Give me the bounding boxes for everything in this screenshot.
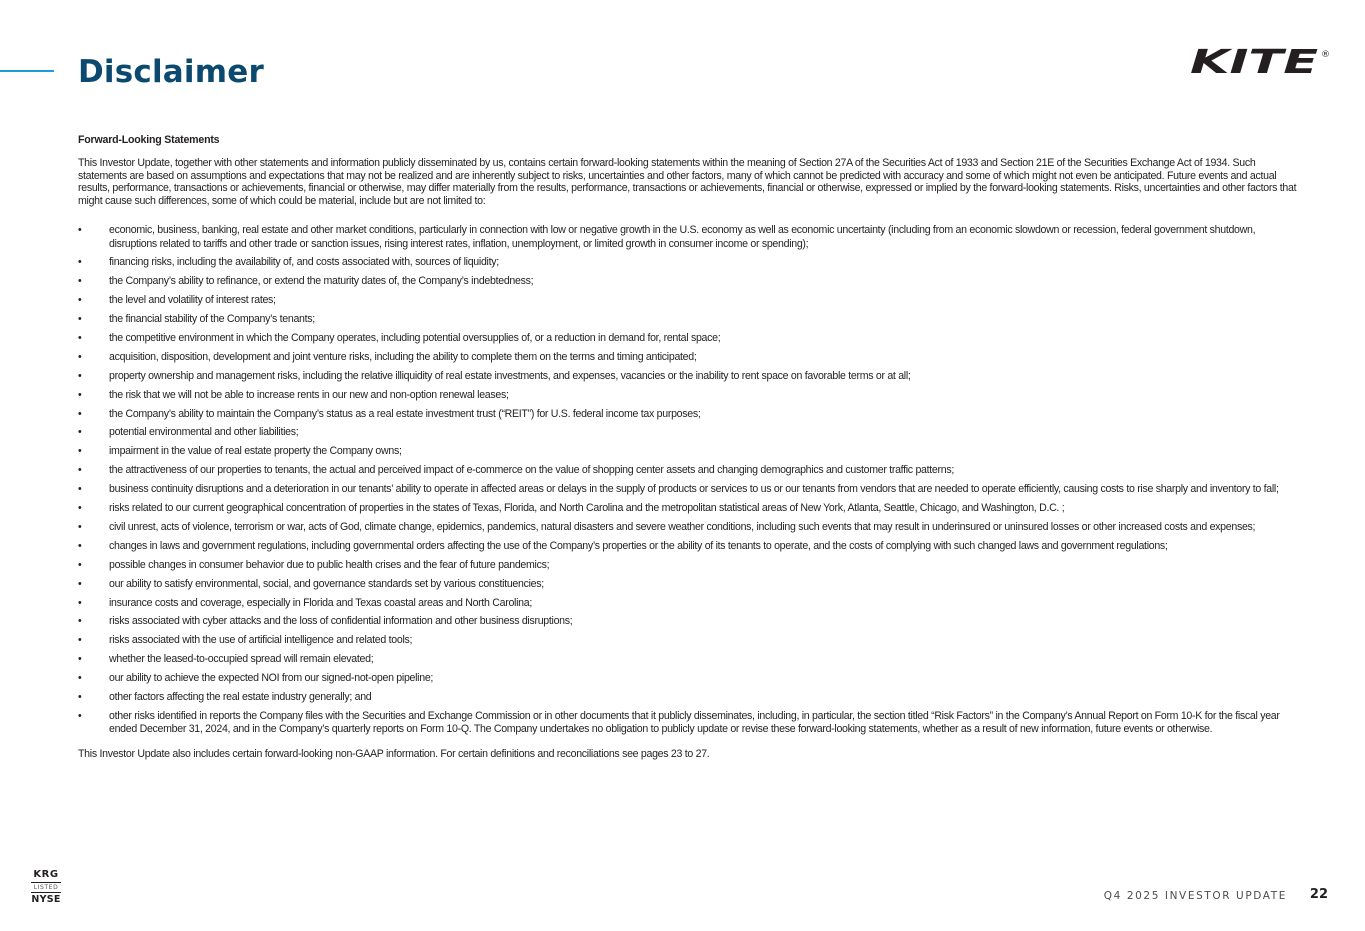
list-item-text: the financial stability of the Company’s tenants;	[109, 313, 315, 326]
list-item-text: the level and volatility of interest rates;	[109, 294, 276, 307]
list-item	[78, 540, 1300, 553]
list-item	[78, 597, 1300, 610]
title-accent-line	[0, 70, 54, 72]
list-item	[78, 502, 1300, 515]
section-subheading: Forward-Looking Statements	[78, 134, 220, 146]
list-item-text: impairment in the value of real estate property the Company owns;	[109, 445, 402, 458]
list-item	[78, 389, 1300, 402]
list-item	[78, 275, 1300, 288]
bullet-icon: •	[78, 502, 82, 515]
list-item	[78, 224, 1300, 250]
list-item	[78, 672, 1300, 685]
list-item-text: potential environmental and other liabilities;	[109, 426, 299, 439]
bullet-icon: •	[78, 558, 82, 571]
list-item-text: the attractiveness of our properties to tenants, the actual and perceived impact of e-commerce on the value of shopping center assets and changing demographics and customer traffic patterns;	[109, 464, 954, 477]
bullet-icon: •	[78, 690, 82, 703]
list-item	[78, 408, 1300, 421]
page-title: Disclaimer	[78, 54, 264, 90]
page-number: 22	[1309, 887, 1328, 902]
list-item	[78, 426, 1300, 439]
closing-paragraph: This Investor Update also includes certain forward-looking non-GAAP information. For certain definitions and reconciliations see pages 23 to 27.	[78, 748, 710, 761]
list-item-text: the Company’s ability to refinance, or extend the maturity dates of, the Company’s indebtedness;	[109, 275, 534, 288]
intro-paragraph: This Investor Update, together with other statements and information publicly disseminated by us, contains certain forward-looking statements within the meaning of Section 27A of the Securities Act of 1933 and Section 21E of the Securities Exchange Act of 1934. Such statements are based on assumptions and expectations that may not be realized and are inherently subject to risks, uncertainties and other factors, many of which cannot be predicted with accuracy and some of which might not even be anticipated. Future events and actual results, performance, transactions or achievements, financial or otherwise, may differ materially from the results, performance, transactions or achievements, financial or otherwise, expressed or implied by the forward-looking statements. Risks, uncertainties and other factors that might cause such differences, some of which could be material, include but are not limited to:	[78, 157, 1297, 207]
list-item	[78, 483, 1300, 496]
bullet-icon: •	[78, 483, 82, 496]
list-item-text: changes in laws and government regulations, including governmental orders affecting the use of the Company’s properties or the ability of its tenants to operate, and the costs of complying with such changed laws and government regulations;	[109, 539, 1168, 552]
bullet-icon: •	[78, 709, 82, 722]
list-item	[78, 294, 1300, 307]
bullet-icon: •	[78, 596, 82, 609]
list-item	[78, 445, 1300, 458]
ticker-symbol: KRG	[33, 869, 59, 880]
list-item-text: civil unrest, acts of violence, terrorism or war, acts of God, climate change, epidemics, pandemics, natural disasters and severe weather conditions, including such events that may result in underinsured or uninsured losses or other increased costs and expenses;	[109, 520, 1256, 533]
list-item	[78, 634, 1300, 647]
list-item-text: our ability to achieve the expected NOI from our signed-not-open pipeline;	[109, 672, 434, 685]
list-item-text: property ownership and management risks, including the relative illiquidity of real estate investments, and expenses, vacancies or the inability to rent space on favorable terms or at all;	[109, 369, 911, 382]
bullet-icon: •	[78, 388, 82, 401]
list-item	[78, 653, 1300, 666]
list-item-text: insurance costs and coverage, especially in Florida and Texas coastal areas and North Carolina;	[109, 596, 532, 609]
list-item	[78, 615, 1300, 628]
list-item-text: acquisition, disposition, development and joint venture risks, including the ability to complete them on the terms and timing anticipated;	[109, 350, 697, 363]
bullet-icon: •	[78, 275, 82, 288]
list-item-text: risks associated with cyber attacks and the loss of confidential information and other business disruptions;	[109, 615, 573, 628]
bullet-icon: •	[78, 332, 82, 345]
bullet-icon: •	[78, 634, 82, 647]
list-item	[78, 370, 1300, 383]
bullet-icon: •	[78, 464, 82, 477]
list-item-text: risks associated with the use of artificial intelligence and related tools;	[109, 634, 413, 647]
list-item-text: other factors affecting the real estate industry generally; and	[109, 690, 372, 703]
bullet-icon: •	[78, 520, 82, 533]
list-item	[78, 332, 1300, 345]
list-item	[78, 256, 1300, 269]
list-item-text: risks related to our current geographical concentration of properties in the states of Texas, Florida, and North Carolina and the metropolitan statistical areas of New York, Atlanta, Seattle, Chicago, and Washington, D.C. ;	[109, 502, 1065, 515]
registered-mark: ®	[1321, 50, 1330, 60]
risk-factor-list	[78, 224, 1300, 736]
nyse-listed-badge	[27, 869, 65, 906]
bullet-icon: •	[78, 577, 82, 590]
bullet-icon: •	[78, 445, 82, 458]
bullet-icon: •	[78, 313, 82, 326]
list-item-text: business continuity disruptions and a deterioration in our tenants’ ability to operate in affected areas or delays in the supply of products or services to us or our tenants from vendors that are needed to operate efficiently, causing costs to rise sharply and inventory to fall;	[109, 483, 1279, 496]
list-item	[78, 464, 1300, 477]
bullet-icon: •	[78, 256, 82, 269]
bullet-icon: •	[78, 426, 82, 439]
list-item-text: the risk that we will not be able to increase rents in our new and non-option renewal leases;	[109, 388, 509, 401]
list-item	[78, 313, 1300, 326]
list-item-text: economic, business, banking, real estate and other market conditions, particularly in connection with low or negative growth in the U.S. economy as well as economic uncertainty (including from an economic slowdown or recession, federal government shutdown, disruptions related to tariffs and other trade or sanction issues, rising interest rates, inflation, unemployment, or limited growth in consumer income or spending);	[109, 224, 1256, 250]
list-item-text: whether the leased-to-occupied spread will remain elevated;	[109, 653, 374, 666]
list-item-text: the Company’s ability to maintain the Company’s status as a real estate investment trust (“REIT”) for U.S. federal income tax purposes;	[109, 407, 701, 420]
bullet-icon: •	[78, 407, 82, 420]
report-label: Q4 2025 INVESTOR UPDATE	[1103, 890, 1287, 902]
bullet-icon: •	[78, 672, 82, 685]
list-item	[78, 351, 1300, 364]
kite-logo	[1188, 44, 1333, 76]
kite-logo-wordmark: KITE	[1190, 44, 1319, 76]
list-item-text: the competitive environment in which the Company operates, including potential oversupplies of, or a reduction in demand for, rental space;	[109, 332, 721, 345]
bullet-icon: •	[78, 369, 82, 382]
bullet-icon: •	[78, 653, 82, 666]
bullet-icon: •	[78, 615, 82, 628]
list-item-text: our ability to satisfy environmental, social, and governance standards set by various constituencies;	[109, 577, 544, 590]
bullet-icon: •	[78, 294, 82, 307]
list-item-text: possible changes in consumer behavior due to public health crises and the fear of future pandemics;	[109, 558, 550, 571]
list-item-text: other risks identified in reports the Company files with the Securities and Exchange Commission or in other documents that it publicly disseminates, including, in particular, the section titled “Risk Factors” in the Company’s Annual Report on Form 10-K for the fiscal year ended December 31, 2024, and in the Company’s quarterly reports on Form 10-Q. The Company undertakes no obligation to publicly update or revise these forward-looking statements, whether as a result of new information, future events or otherwise.	[109, 709, 1280, 736]
disclaimer-body	[78, 134, 1300, 771]
list-item-text: financing risks, including the availability of, and costs associated with, sources of liquidity;	[109, 256, 499, 269]
exchange-name: NYSE	[31, 894, 61, 905]
list-item	[78, 521, 1300, 534]
listed-label: LISTED	[31, 882, 61, 893]
bullet-icon: •	[78, 224, 82, 237]
list-item	[78, 691, 1300, 704]
bullet-icon: •	[78, 350, 82, 363]
bullet-icon: •	[78, 539, 82, 552]
list-item	[78, 559, 1300, 572]
list-item	[78, 710, 1300, 736]
list-item	[78, 578, 1300, 591]
